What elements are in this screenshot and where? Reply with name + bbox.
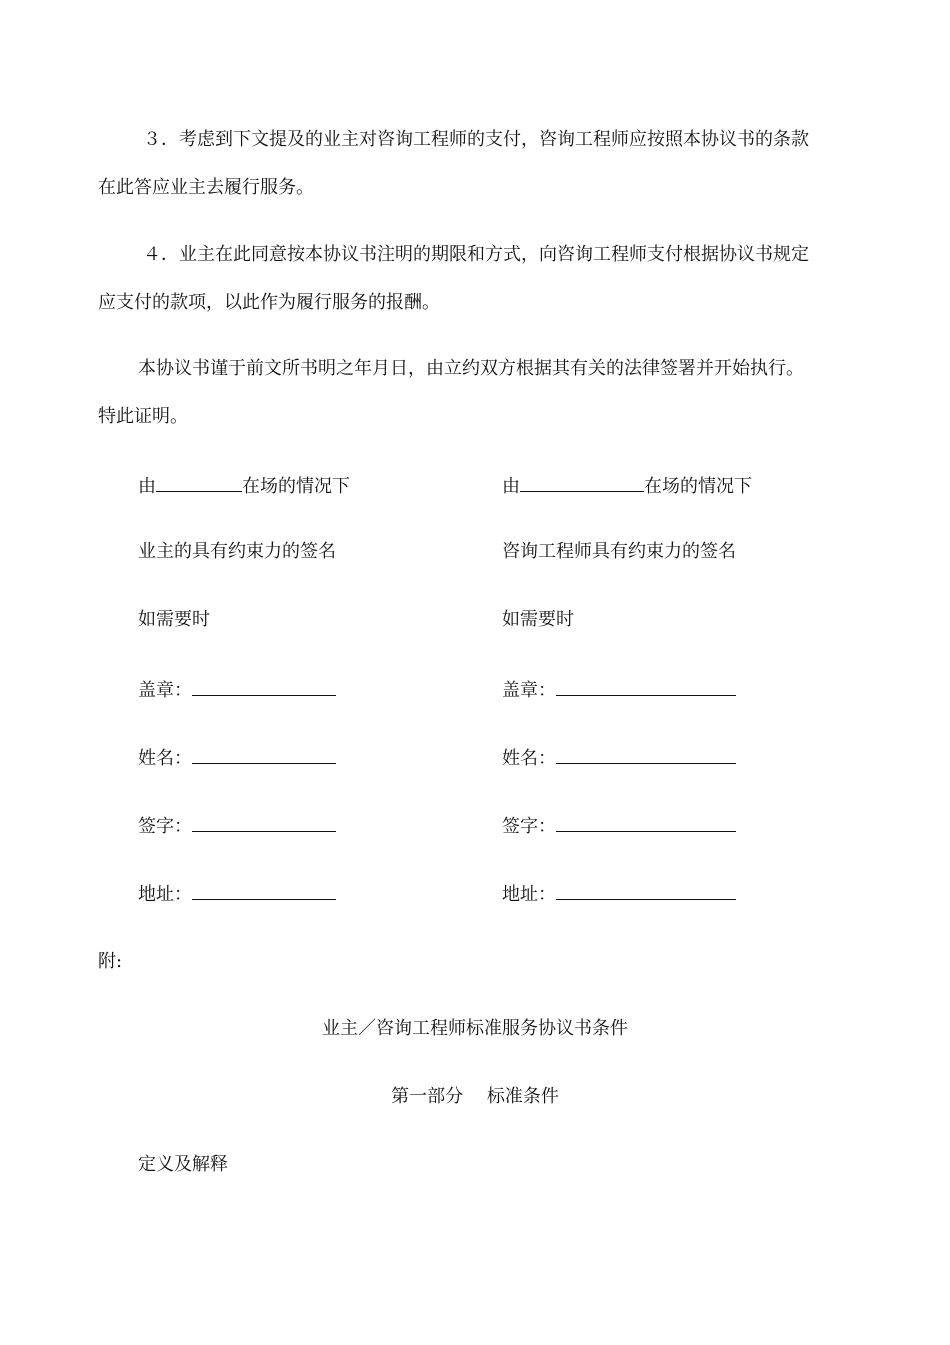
consultant-sign-field <box>502 813 736 839</box>
consultant-if-needed-label: 如需要时 <box>502 609 574 630</box>
owner-binding-signature-label: 业主的具有约束力的签名 <box>138 541 336 562</box>
consultant-name-field <box>502 745 736 771</box>
definitions-heading: 定义及解释 <box>138 1154 228 1175</box>
owner-if-needed-label: 如需要时 <box>138 609 210 630</box>
consultant-seal-field <box>502 677 736 703</box>
owner-address-label: 地址： <box>138 884 192 905</box>
owner-presence-suffix: 在场的情况下 <box>242 476 350 497</box>
clause-3-line-2: 在此答应业主去履行服务。 <box>98 177 314 198</box>
part-one-title: 第一部分 标准条件 <box>391 1086 559 1107</box>
consultant-sign-blank[interactable] <box>556 813 736 832</box>
consultant-presence-line <box>502 473 752 499</box>
owner-seal-blank[interactable] <box>192 677 336 696</box>
owner-seal-label: 盖章： <box>138 680 192 701</box>
owner-sign-blank[interactable] <box>192 813 336 832</box>
consultant-presence-blank[interactable] <box>520 473 644 492</box>
owner-seal-field <box>138 677 336 703</box>
owner-sign-label: 签字： <box>138 816 192 837</box>
consultant-sign-label: 签字： <box>502 816 556 837</box>
owner-address-field <box>138 881 336 907</box>
consultant-name-blank[interactable] <box>556 745 736 764</box>
consultant-presence-suffix: 在场的情况下 <box>644 476 752 497</box>
owner-sign-field <box>138 813 336 839</box>
owner-name-field <box>138 745 336 771</box>
clause-4-line-1: ４．业主在此同意按本协议书注明的期限和方式，向咨询工程师支付根据协议书规定 <box>143 244 809 265</box>
owner-name-label: 姓名： <box>138 748 192 769</box>
consultant-presence-prefix: 由 <box>502 476 520 497</box>
clause-3-line-1: ３．考虑到下文提及的业主对咨询工程师的支付，咨询工程师应按照本协议书的条款 <box>143 129 809 150</box>
owner-name-blank[interactable] <box>192 745 336 764</box>
witness-line-1: 本协议书谨于前文所书明之年月日，由立约双方根据其有关的法律签署并开始执行。 <box>138 358 804 379</box>
consultant-address-blank[interactable] <box>556 881 736 900</box>
owner-presence-prefix: 由 <box>138 476 156 497</box>
consultant-seal-blank[interactable] <box>556 677 736 696</box>
consultant-address-field <box>502 881 736 907</box>
consultant-seal-label: 盖章： <box>502 680 556 701</box>
appendix-label: 附: <box>98 951 123 972</box>
witness-line-2: 特此证明。 <box>98 406 188 427</box>
consultant-binding-signature-label: 咨询工程师具有约束力的签名 <box>502 541 736 562</box>
owner-address-blank[interactable] <box>192 881 336 900</box>
consultant-name-label: 姓名： <box>502 748 556 769</box>
clause-4-line-2: 应支付的款项，以此作为履行服务的报酬。 <box>98 292 440 313</box>
consultant-address-label: 地址： <box>502 884 556 905</box>
owner-presence-blank[interactable] <box>156 473 242 492</box>
owner-presence-line <box>138 473 350 499</box>
appendix-title: 业主／咨询工程师标准服务协议书条件 <box>322 1018 628 1039</box>
